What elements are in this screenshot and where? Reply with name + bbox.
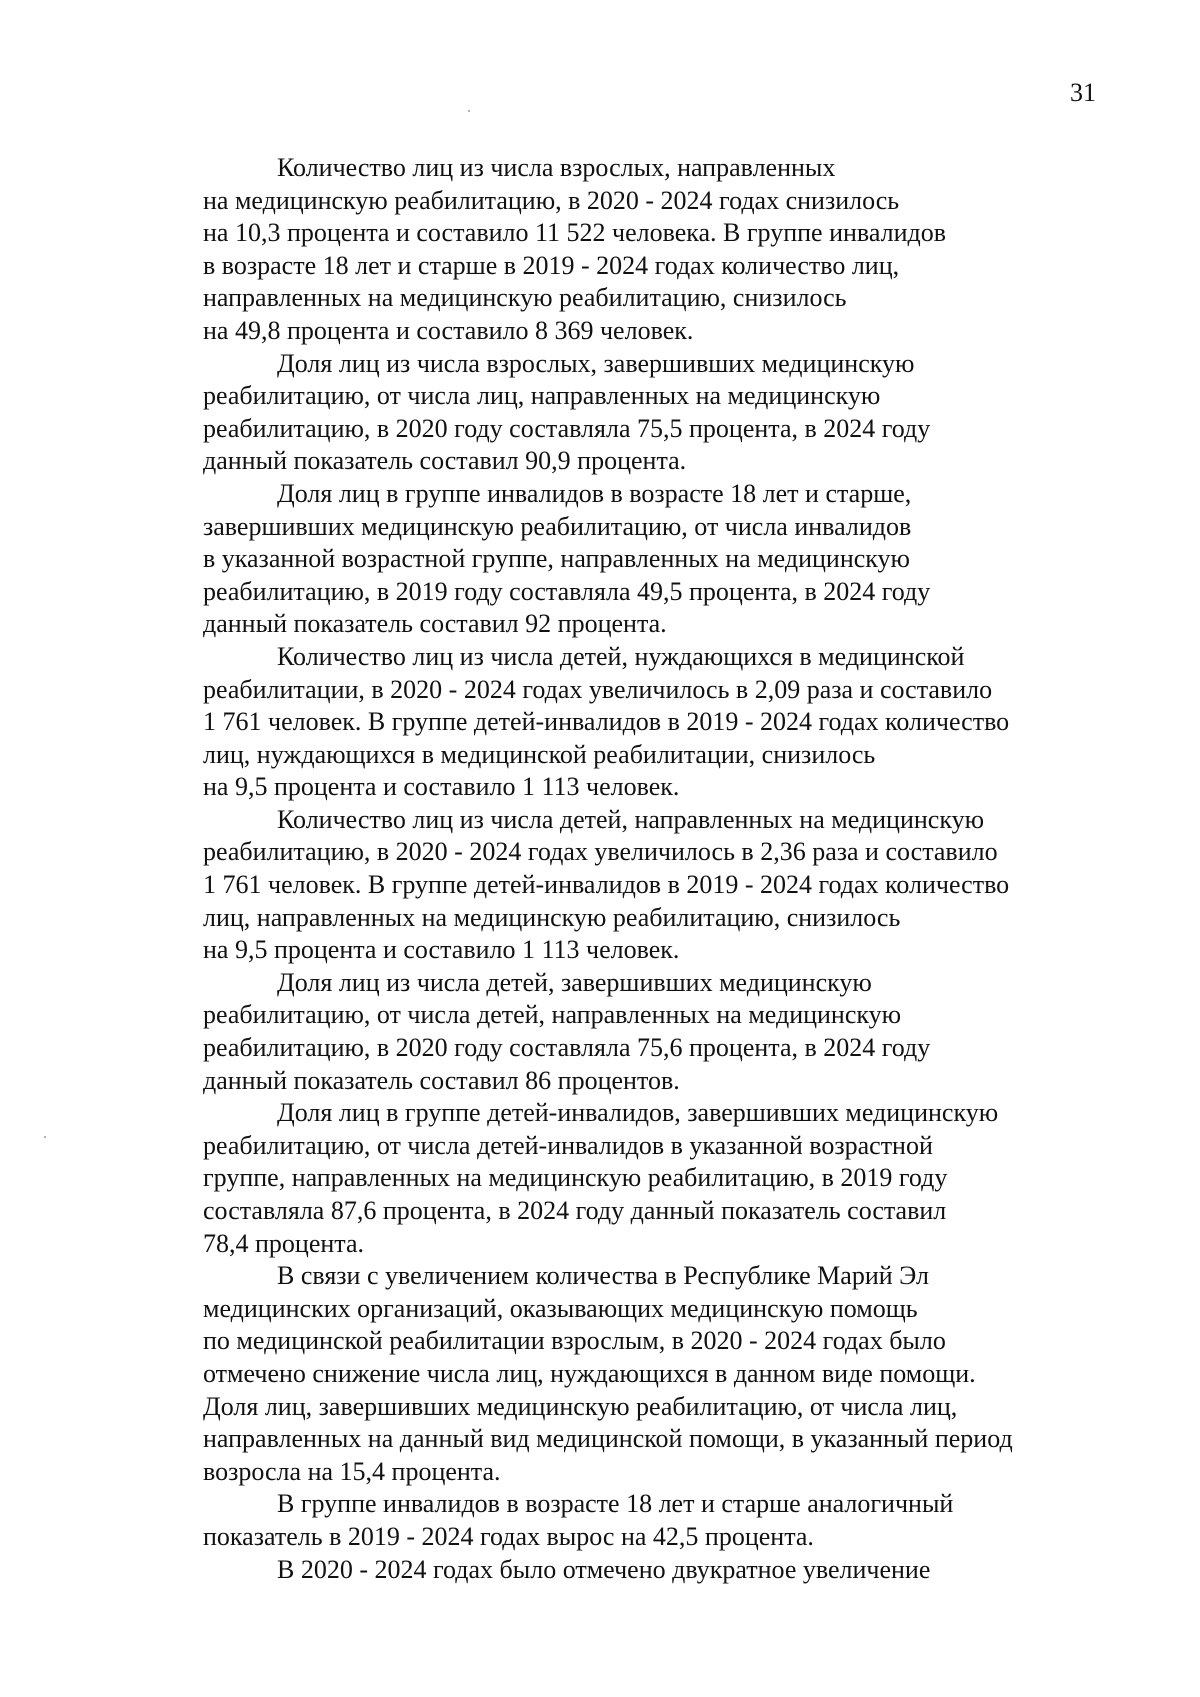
paragraph-adult-completion-share: Доля лиц из числа взрослых, завершивших медицинскую реабилитацию, от числа лиц, направленных на медицинскую реабилитацию, в 2020 году составляла 75,5 процента, в 2024 году данный показатель составил 90,9 процента. — [203, 348, 931, 476]
document-body — [203, 152, 1097, 1586]
paragraph-children-referrals: Количество лиц из числа детей, направленных на медицинскую реабилитацию, в 2020 - 2024 годах увеличилось в 2,36 раза и составило 1 761 человек. В группе детей-инвалидов в 2019 - 2024 годах количество лиц, направленных на медицинскую реабилитацию, снизилось на 9,5 процента и составило 1 113 человек. — [203, 804, 1010, 965]
paragraph-disabled-adults-growth: В группе инвалидов в возрасте 18 лет и старше аналогичный показатель в 2019 - 2024 годах вырос на 42,5 процента. — [203, 1489, 954, 1551]
paragraph-twofold-increase: В 2020 - 2024 годах было отмечено двукратное увеличение — [277, 1554, 931, 1584]
paragraph-children-completion-share: Доля лиц из числа детей, завершивших медицинскую реабилитацию, от числа детей, направленных на медицинскую реабилитацию, в 2020 году составляла 75,6 процента, в 2024 году данный показатель составил 86 процентов. — [203, 967, 931, 1095]
paragraph-organizations-increase: В связи с увеличением количества в Республике Марий Эл медицинских организаций, оказывающих медицинскую помощь по медицинской реабилитации взрослым, в 2020 - 2024 годах было отмечено снижение числа лиц, нуждающихся в данном виде помощи. Доля лиц, завершивших медицинскую реабилитацию, от числа лиц, направленных на данный вид медицинской помощи, в указанный период возросла на 15,4 процента. — [203, 1261, 1013, 1486]
page-number: 31 — [1070, 78, 1096, 107]
paragraph-disabled-children-completion-share: Доля лиц в группе детей-инвалидов, завершивших медицинскую реабилитацию, от числа детей-инвалидов в указанной возрастной группе, направленных на медицинскую реабилитацию, в 2019 году составляла 87,6 процента, в 2024 году данный показатель составил 78,4 процента. — [203, 1098, 999, 1258]
paragraph-children-in-need: Количество лиц из числа детей, нуждающихся в медицинской реабилитации, в 2020 - 2024 годах увеличилось в 2,09 раза и составило 1 761 человек. В группе детей-инвалидов в 2019 - 2024 годах количество лиц, нуждающихся в медицинской реабилитации, снизилось на 9,5 процента и составило 1 113 человек. — [203, 641, 1010, 802]
scan-speck-mark — [468, 110, 470, 112]
paragraph-disabled-adult-completion-share: Доля лиц в группе инвалидов в возрасте 18 лет и старше, завершивших медицинскую реабилитацию, от числа инвалидов в указанной возрастной группе, направленных на медицинскую реабилитацию, в 2019 году составляла 49,5 процента, в 2024 году данный показатель составил 92 процента. — [203, 478, 931, 639]
paragraph-adult-referrals: Количество лиц из числа взрослых, направленных на медицинскую реабилитацию, в 2020 - 2024 годах снизилось на 10,3 процента и составило 11 522 человека. В группе инвалидов в возрасте 18 лет и старше в 2019 - 2024 годах количество лиц, направленных на медицинскую реабилитацию, снизилось на 49,8 процента и составило 8 369 человек. — [203, 153, 947, 345]
scan-speck-mark — [44, 1136, 46, 1138]
